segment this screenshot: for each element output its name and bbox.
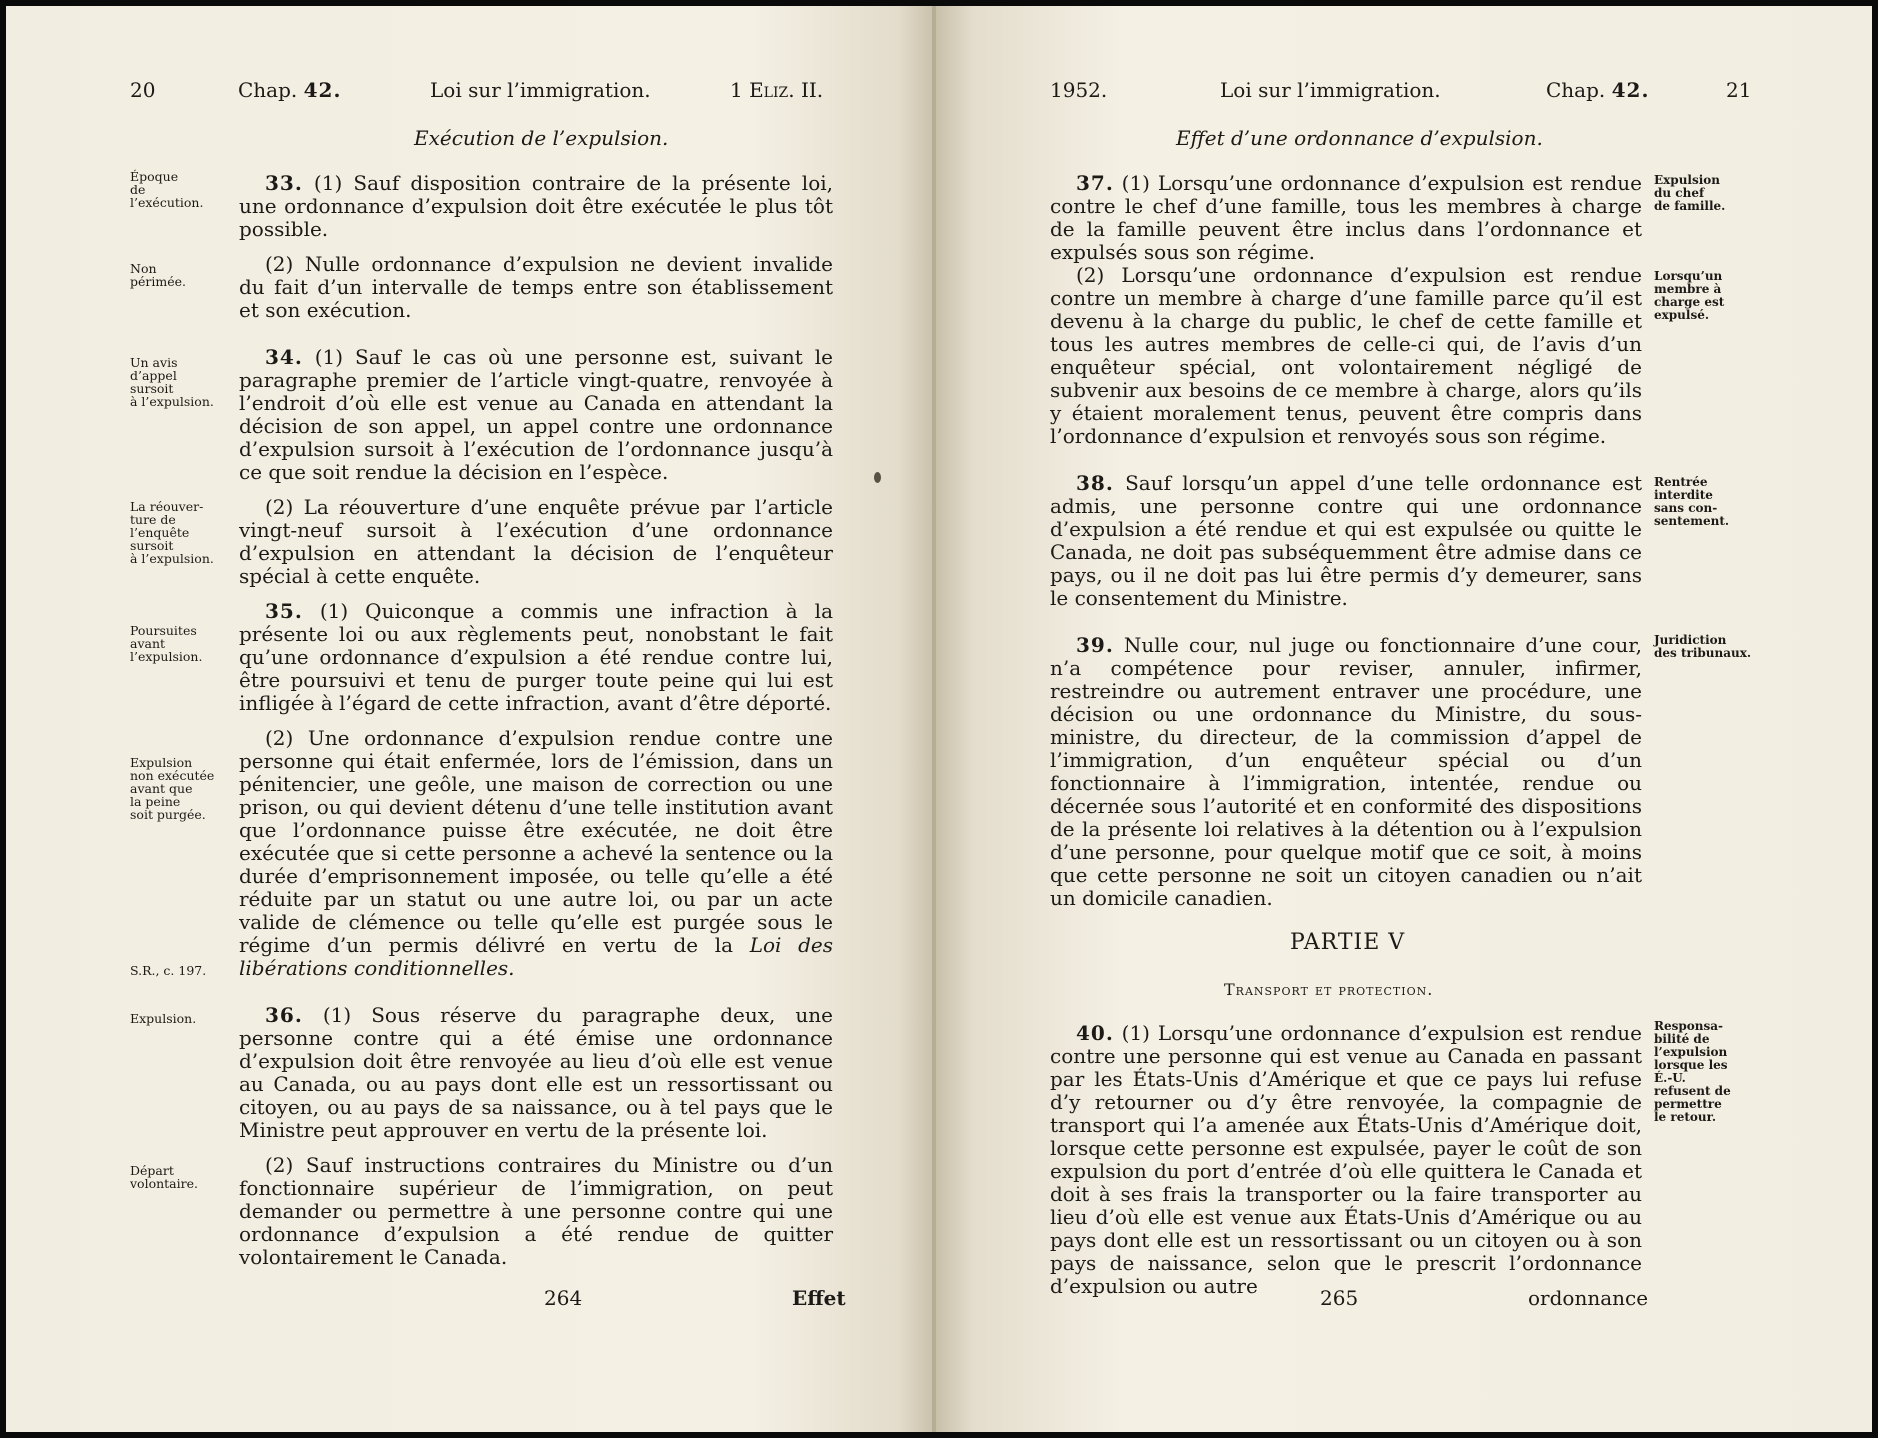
left-catchword: Effet xyxy=(792,1286,846,1310)
section-number: 38. xyxy=(1076,471,1114,495)
right-catchword: ordonnance xyxy=(1528,1286,1649,1310)
right-running-title: Loi sur l’immigration. xyxy=(1220,78,1441,102)
para-35-1 xyxy=(239,600,833,715)
margin-note: Départ volontaire. xyxy=(130,1163,198,1191)
margin-note: Lorsqu’un membre à charge est expulsé. xyxy=(1654,269,1725,322)
para-37-2 xyxy=(1050,264,1642,448)
left-page-number: 264 xyxy=(544,1286,583,1310)
right-chapter-number: 42. xyxy=(1611,78,1650,102)
right-page-header-number: 21 xyxy=(1726,78,1752,102)
para-36-1 xyxy=(239,1004,833,1142)
margin-note: S.R., c. 197. xyxy=(130,963,207,978)
right-page xyxy=(936,6,1872,1432)
para-40-1 xyxy=(1050,1022,1642,1298)
margin-note: Rentrée interdite sans con- sentement. xyxy=(1654,475,1730,528)
right-section-title: Effet d’une ordonnance d’expulsion. xyxy=(1176,126,1543,150)
para-37-1 xyxy=(1050,172,1642,264)
para-34-1 xyxy=(239,346,833,484)
margin-note: Poursuites avant l’expulsion. xyxy=(130,623,203,664)
para-text: (2) Sauf instructions contraires du Ministre ou d’un fonctionnaire supérieur de l’immigration, on peut demander ou permettre à une personne contre qui une ordonnance d’expulsion a été rendue de quitter volontairement le Canada. xyxy=(239,1153,833,1269)
right-text-column-lower xyxy=(1050,1022,1642,1298)
para-33-2 xyxy=(239,253,833,322)
section-number: 37. xyxy=(1076,171,1114,195)
left-page xyxy=(6,6,936,1432)
right-year: 1952. xyxy=(1050,78,1108,102)
para-text: Sauf lorsqu’un appel d’une telle ordonnance est admis, une personne contre qui une ordonnance d’expulsion a été rendue et qui est expulsée ou quitte le Canada, ne doit pas subséquemment être admise dans ce pays, ou il ne doit pas lui être permis d’y demeurer, sans le consentement du Ministre. xyxy=(1050,471,1642,610)
section-number: 36. xyxy=(265,1003,303,1027)
para-39 xyxy=(1050,634,1642,910)
para-36-2 xyxy=(239,1154,833,1269)
right-chapter xyxy=(1546,78,1649,102)
left-chapter-number: 42. xyxy=(303,78,342,102)
margin-note: Un avis d’appel sursoit à l’expulsion. xyxy=(130,355,214,409)
para-text: (1) Lorsqu’une ordonnance d’expulsion est rendue contre le chef d’une famille, tous les membres à charge de la famille peuvent être inclus dans l’ordonnance et expulsés sous son régime. xyxy=(1050,171,1642,264)
para-text: (2) La réouverture d’une enquête prévue par l’article vingt-neuf sursoit à l’exécution d’une ordonnance d’expulsion en attendant la décision de l’enquêteur spécial à cette enquête. xyxy=(239,495,833,588)
statute-title: Loi des libérations conditionnelles. xyxy=(239,933,834,980)
para-text: (1) Lorsqu’une ordonnance d’expulsion est rendue contre une personne qui est venue au Canada en passant par les États-Unis d’Amérique et que ce pays lui refuse d’y retourner ou d’y être renvoyée, la compagnie de transport qui l’a amenée aux États-Unis d’Amérique doit, lorsque cette personne est expulsée, payer le coût de son expulsion du port d’entrée d’où elle quittera le Canada et doit à ses frais la transporter ou la faire transporter au lieu d’où elle est venue aux États-Unis d’Amérique ou au pays dont elle est un ressortissant ou un citoyen ou à son pays de naissance, selon que le prescrit l’ordonnance d’expulsion ou autre xyxy=(1050,1021,1642,1298)
section-number: 35. xyxy=(265,599,303,623)
margin-note: Expulsion du chef de famille. xyxy=(1654,173,1726,213)
margin-note: Expulsion non exécutée avant que la peine soit purgée. xyxy=(130,755,215,822)
margin-note: Non périmée. xyxy=(130,261,186,289)
right-page-number: 265 xyxy=(1320,1286,1359,1310)
left-chapter-prefix: Chap. xyxy=(238,78,298,102)
section-number: 33. xyxy=(265,171,303,195)
left-regnal-year: 1 Eliz. II. xyxy=(730,78,824,102)
para-text: (2) Lorsqu’une ordonnance d’expulsion est rendue contre un membre à charge d’une famille parce qu’il est devenu à la charge du public, le chef de cette famille et tous les autres membres de celle-ci qui, de l’avis d’un enquêteur spécial, ont volontairement négligé de subvenir aux besoins de ce membre à charge, alors qu’ils y étaient moralement tenus, peuvent être compris dans l’ordonnance d’expulsion et renvoyés sous son régime. xyxy=(1050,263,1642,448)
margin-note: Juridiction des tribunaux. xyxy=(1654,633,1752,660)
left-text-column xyxy=(239,172,833,1269)
ink-speck xyxy=(874,472,881,483)
section-number: 39. xyxy=(1076,633,1114,657)
margin-note: La réouver- ture de l’enquête sursoit à l’expulsion. xyxy=(130,499,214,566)
part-subheading: Transport et protection. xyxy=(1224,980,1434,999)
para-text: (2) Nulle ordonnance d’expulsion ne devient invalide du fait d’un intervalle de temps entre son établissement et son exécution. xyxy=(239,252,833,322)
left-section-title: Exécution de l’expulsion. xyxy=(414,126,669,150)
left-running-title: Loi sur l’immigration. xyxy=(430,78,651,102)
para-34-2 xyxy=(239,496,833,588)
para-text: (2) Une ordonnance d’expulsion rendue contre une personne qui était enfermée, lors de l’émission, dans un pénitencier, une geôle, une maison de correction ou une prison, ou qui devient détenu d’une telle institution avant que l’ordonnance puisse être exécutée, ne doit être exécutée que si cette personne a achevé la sentence ou la durée d’emprisonnement imposée, ou telle qu’elle a été réduite par un statut ou une autre loi, ou par un acte valide de clémence ou telle qu’elle est purgée sous le régime d’un permis délivré en vertu de la xyxy=(239,726,833,957)
para-text: (1) Quiconque a commis une infraction à la présente loi ou aux règlements peut, nonobstant le fait qu’une ordonnance d’expulsion a été rendue contre lui, être poursuivi et tenu de purger toute peine qui lui est infligée à l’égard de cette infraction, avant d’être déporté. xyxy=(239,599,833,715)
para-35-2 xyxy=(239,727,833,980)
margin-note: Époque de l’exécution. xyxy=(130,169,204,210)
part-heading: PARTIE V xyxy=(1290,930,1406,955)
para-text: Nulle cour, nul juge ou fonctionnaire d’une cour, n’a compétence pour reviser, annuler, infirmer, restreindre ou autrement entraver une procédure, une décision ou une ordonnance du Ministre, du sous-ministre, du directeur, de la commission d’appel de l’immigration, d’un enquêteur spécial ou d’un fonctionnaire à l’immigration, intentée, rendue ou décernée sous l’autorité et en conformité des dispositions de la présente loi relatives à la détention ou à l’expulsion d’une personne, pour quelque motif que ce soit, à moins que cette personne ne soit un citoyen canadien ou n’ait un domicile canadien. xyxy=(1050,633,1642,910)
book-spread xyxy=(6,6,1872,1432)
right-chapter-prefix: Chap. xyxy=(1546,78,1606,102)
para-38 xyxy=(1050,472,1642,610)
left-chapter xyxy=(238,78,341,102)
para-text: (1) Sauf disposition contraire de la présente loi, une ordonnance d’expulsion doit être exécutée le plus tôt possible. xyxy=(239,171,833,241)
para-33-1 xyxy=(239,172,833,241)
section-number: 34. xyxy=(265,345,303,369)
margin-note: Responsa- bilité de l’expulsion lorsque les É.-U. refusent de permettre le retour. xyxy=(1654,1019,1731,1124)
left-page-header-number: 20 xyxy=(130,78,156,102)
margin-note: Expulsion. xyxy=(130,1011,197,1026)
para-text: (1) Sous réserve du paragraphe deux, une personne contre qui a été émise une ordonnance d’expulsion doit être renvoyée au lieu d’où elle est venue au Canada, ou au pays dont elle est un ressortissant ou citoyen, ou au pays de sa naissance, ou à tel pays que le Ministre peut approuver en vertu de la présente loi. xyxy=(239,1003,833,1142)
para-text: (1) Sauf le cas où une personne est, suivant le paragraphe premier de l’article vingt-quatre, renvoyée à l’endroit d’où elle est venue au Canada en attendant la décision de son appel, un appel contre une ordonnance d’expulsion sursoit à l’exécution de l’ordonnance jusqu’à ce que soit rendue la décision en l’espèce. xyxy=(239,345,833,484)
section-number: 40. xyxy=(1076,1021,1114,1045)
right-text-column-upper xyxy=(1050,172,1642,910)
